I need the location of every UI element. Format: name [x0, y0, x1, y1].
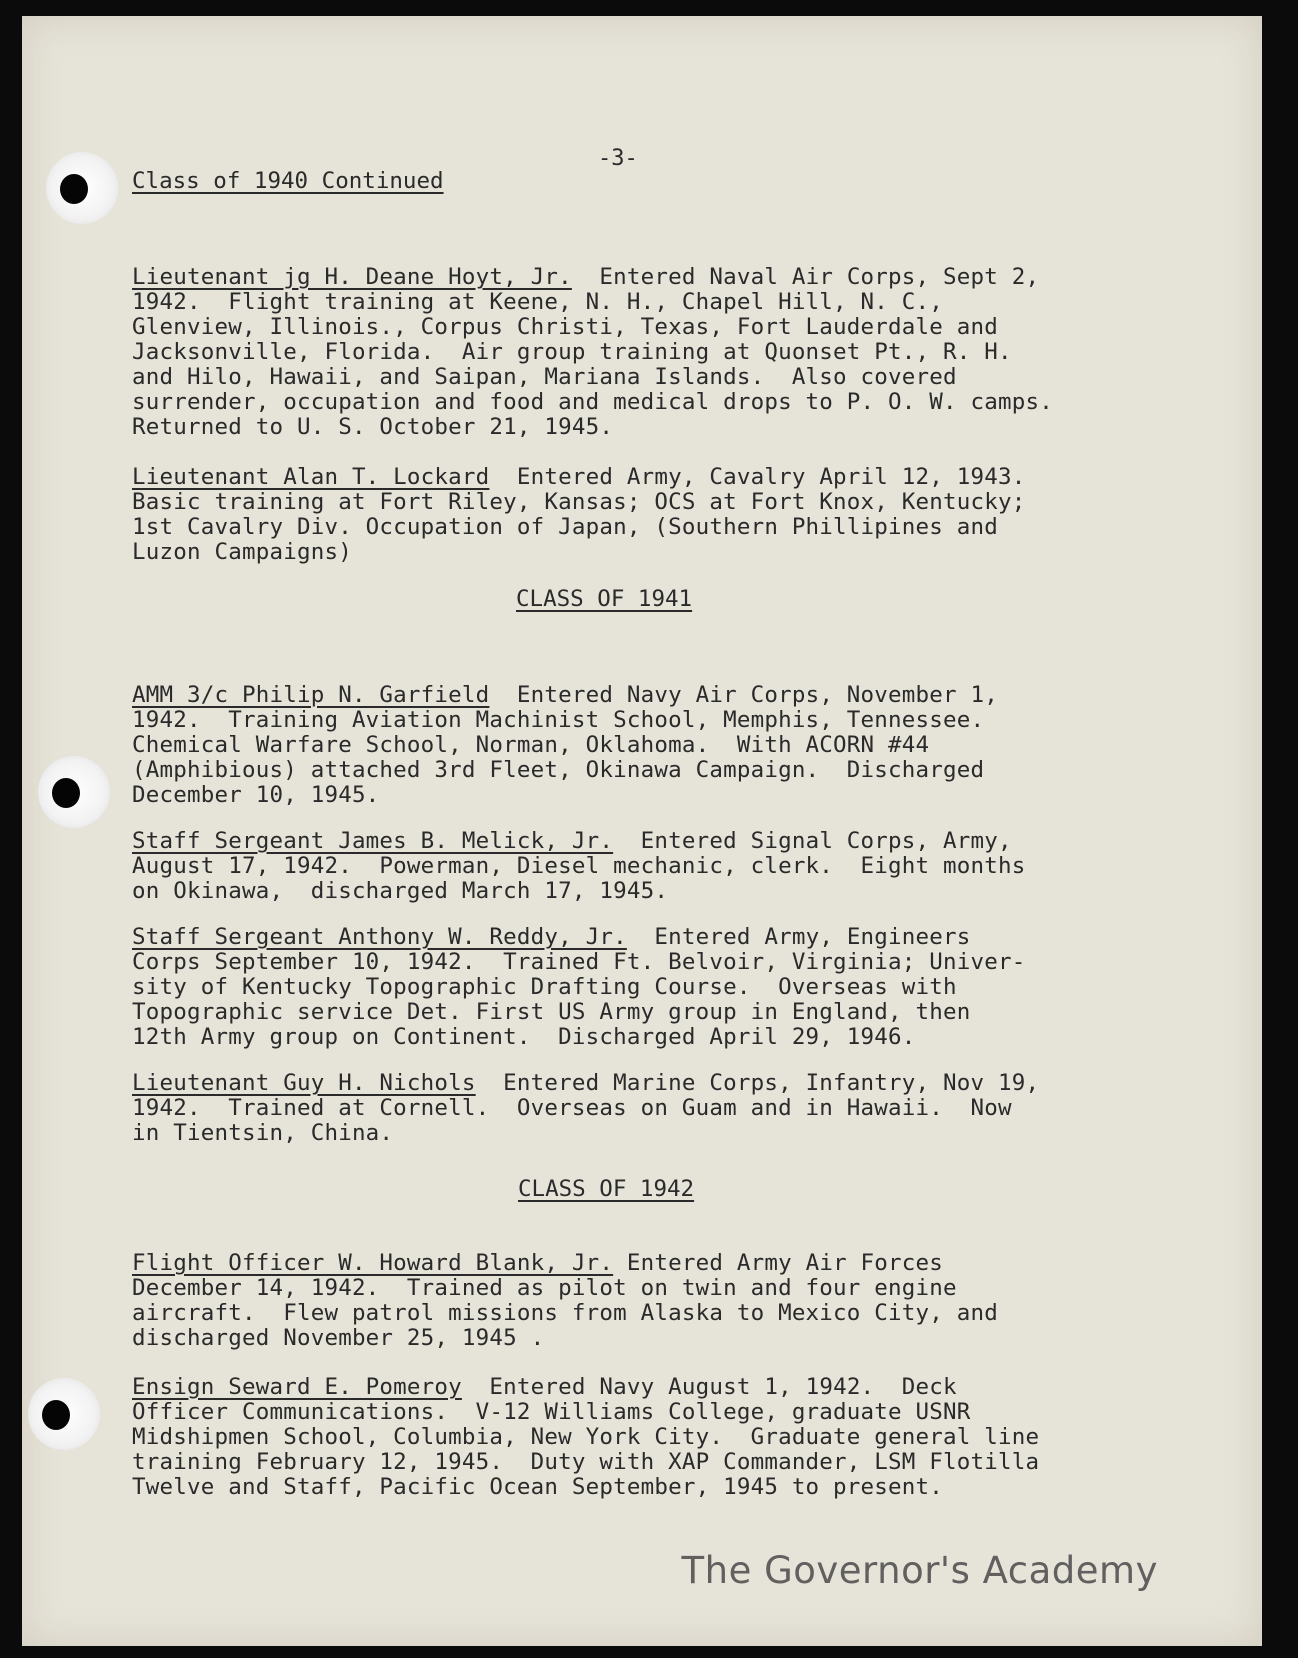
entry-nichols: Lieutenant Guy H. Nichols Entered Marine Corps, Infantry, Nov 19, 1942. Trained at Cornell. Overseas on Guam and in Hawaii. Now in Tientsin, China. — [132, 1070, 1040, 1146]
page-number: -3- — [598, 146, 638, 171]
entry-garfield: AMM 3/c Philip N. Garfield Entered Navy Air Corps, November 1, 1942. Training Aviation Machinist School, Memphis, Tennessee. Chemical Warfare School, Norman, Oklahoma. With ACORN #44 (Amphibious) attached 3rd Fleet, Okinawa Campaign. Discharged December 10, 1945. — [132, 682, 999, 808]
punch-hole-top — [46, 152, 118, 224]
entry-lockard: Lieutenant Alan T. Lockard Entered Army, Cavalry April 12, 1943. Basic training at Fort Riley, Kansas; OCS at Fort Knox, Kentucky; 1st Cavalry Div. Occupation of Japan, (Southern Phillipines and Luzon Campaigns) — [132, 464, 1026, 565]
watermark: The Governor's Academy — [681, 1549, 1158, 1592]
entry-name: AMM 3/c Philip N. Garfield — [132, 682, 490, 708]
class-1942-heading: CLASS OF 1942 — [518, 1176, 695, 1202]
entry-blank: Flight Officer W. Howard Blank, Jr. Entered Army Air Forces December 14, 1942. Trained as pilot on twin and four engine aircraft. Flew patrol missions from Alaska to Mexico City, and discharged November 25, 1945 . — [132, 1250, 999, 1351]
entry-melick: Staff Sergeant James B. Melick, Jr. Entered Signal Corps, Army, August 17, 1942. Powerman, Diesel mechanic, clerk. Eight months on Okinawa, discharged March 17, 1945. — [132, 828, 1026, 904]
entry-name: Staff Sergeant James B. Melick, Jr. — [132, 828, 614, 854]
entry-name: Lieutenant jg H. Deane Hoyt, Jr. — [132, 264, 572, 290]
entry-name: Lieutenant Alan T. Lockard — [132, 464, 490, 490]
entry-name: Flight Officer W. Howard Blank, Jr. — [132, 1250, 614, 1276]
class-1941-heading: CLASS OF 1941 — [516, 586, 693, 612]
entry-name: Staff Sergeant Anthony W. Reddy, Jr. — [132, 924, 627, 950]
entry-name: Lieutenant Guy H. Nichols — [132, 1070, 476, 1096]
section-title: Class of 1940 Continued — [132, 168, 444, 194]
entry-name: Ensign Seward E. Pomeroy — [132, 1374, 462, 1400]
entry-pomeroy: Ensign Seward E. Pomeroy Entered Navy August 1, 1942. Deck Officer Communications. V-12 Williams College, graduate USNR Midshipmen School, Columbia, New York City. Graduate general line training February 12, 1945. Duty with XAP Commander, LSM Flotilla Twelve and Staff, Pacific Ocean September, 1945 to present. — [132, 1374, 1040, 1500]
punch-hole-bottom — [28, 1378, 100, 1450]
punch-hole-middle — [38, 756, 110, 828]
entry-hoyt: Lieutenant jg H. Deane Hoyt, Jr. Entered Naval Air Corps, Sept 2, 1942. Flight training at Keene, N. H., Chapel Hill, N. C., Glenview, Illinois., Corpus Christi, Texas, Fort Lauderdale and Jacksonville, Florida. Air group training at Quonset Pt., R. H. and Hilo, Hawaii, and Saipan, Mariana Islands. Also covered surrender, occupation and food and medical drops to P. O. W. camps. Returned to U. S. October 21, 1945. — [132, 264, 1053, 440]
entry-reddy: Staff Sergeant Anthony W. Reddy, Jr. Entered Army, Engineers Corps September 10, 1942. Trained Ft. Belvoir, Virginia; Univer- sity of Kentucky Topographic Drafting Course. Overseas with Topographic service Det. First US Army group in England, then 12th Army group on Continent. Discharged April 29, 1946. — [132, 924, 1026, 1050]
